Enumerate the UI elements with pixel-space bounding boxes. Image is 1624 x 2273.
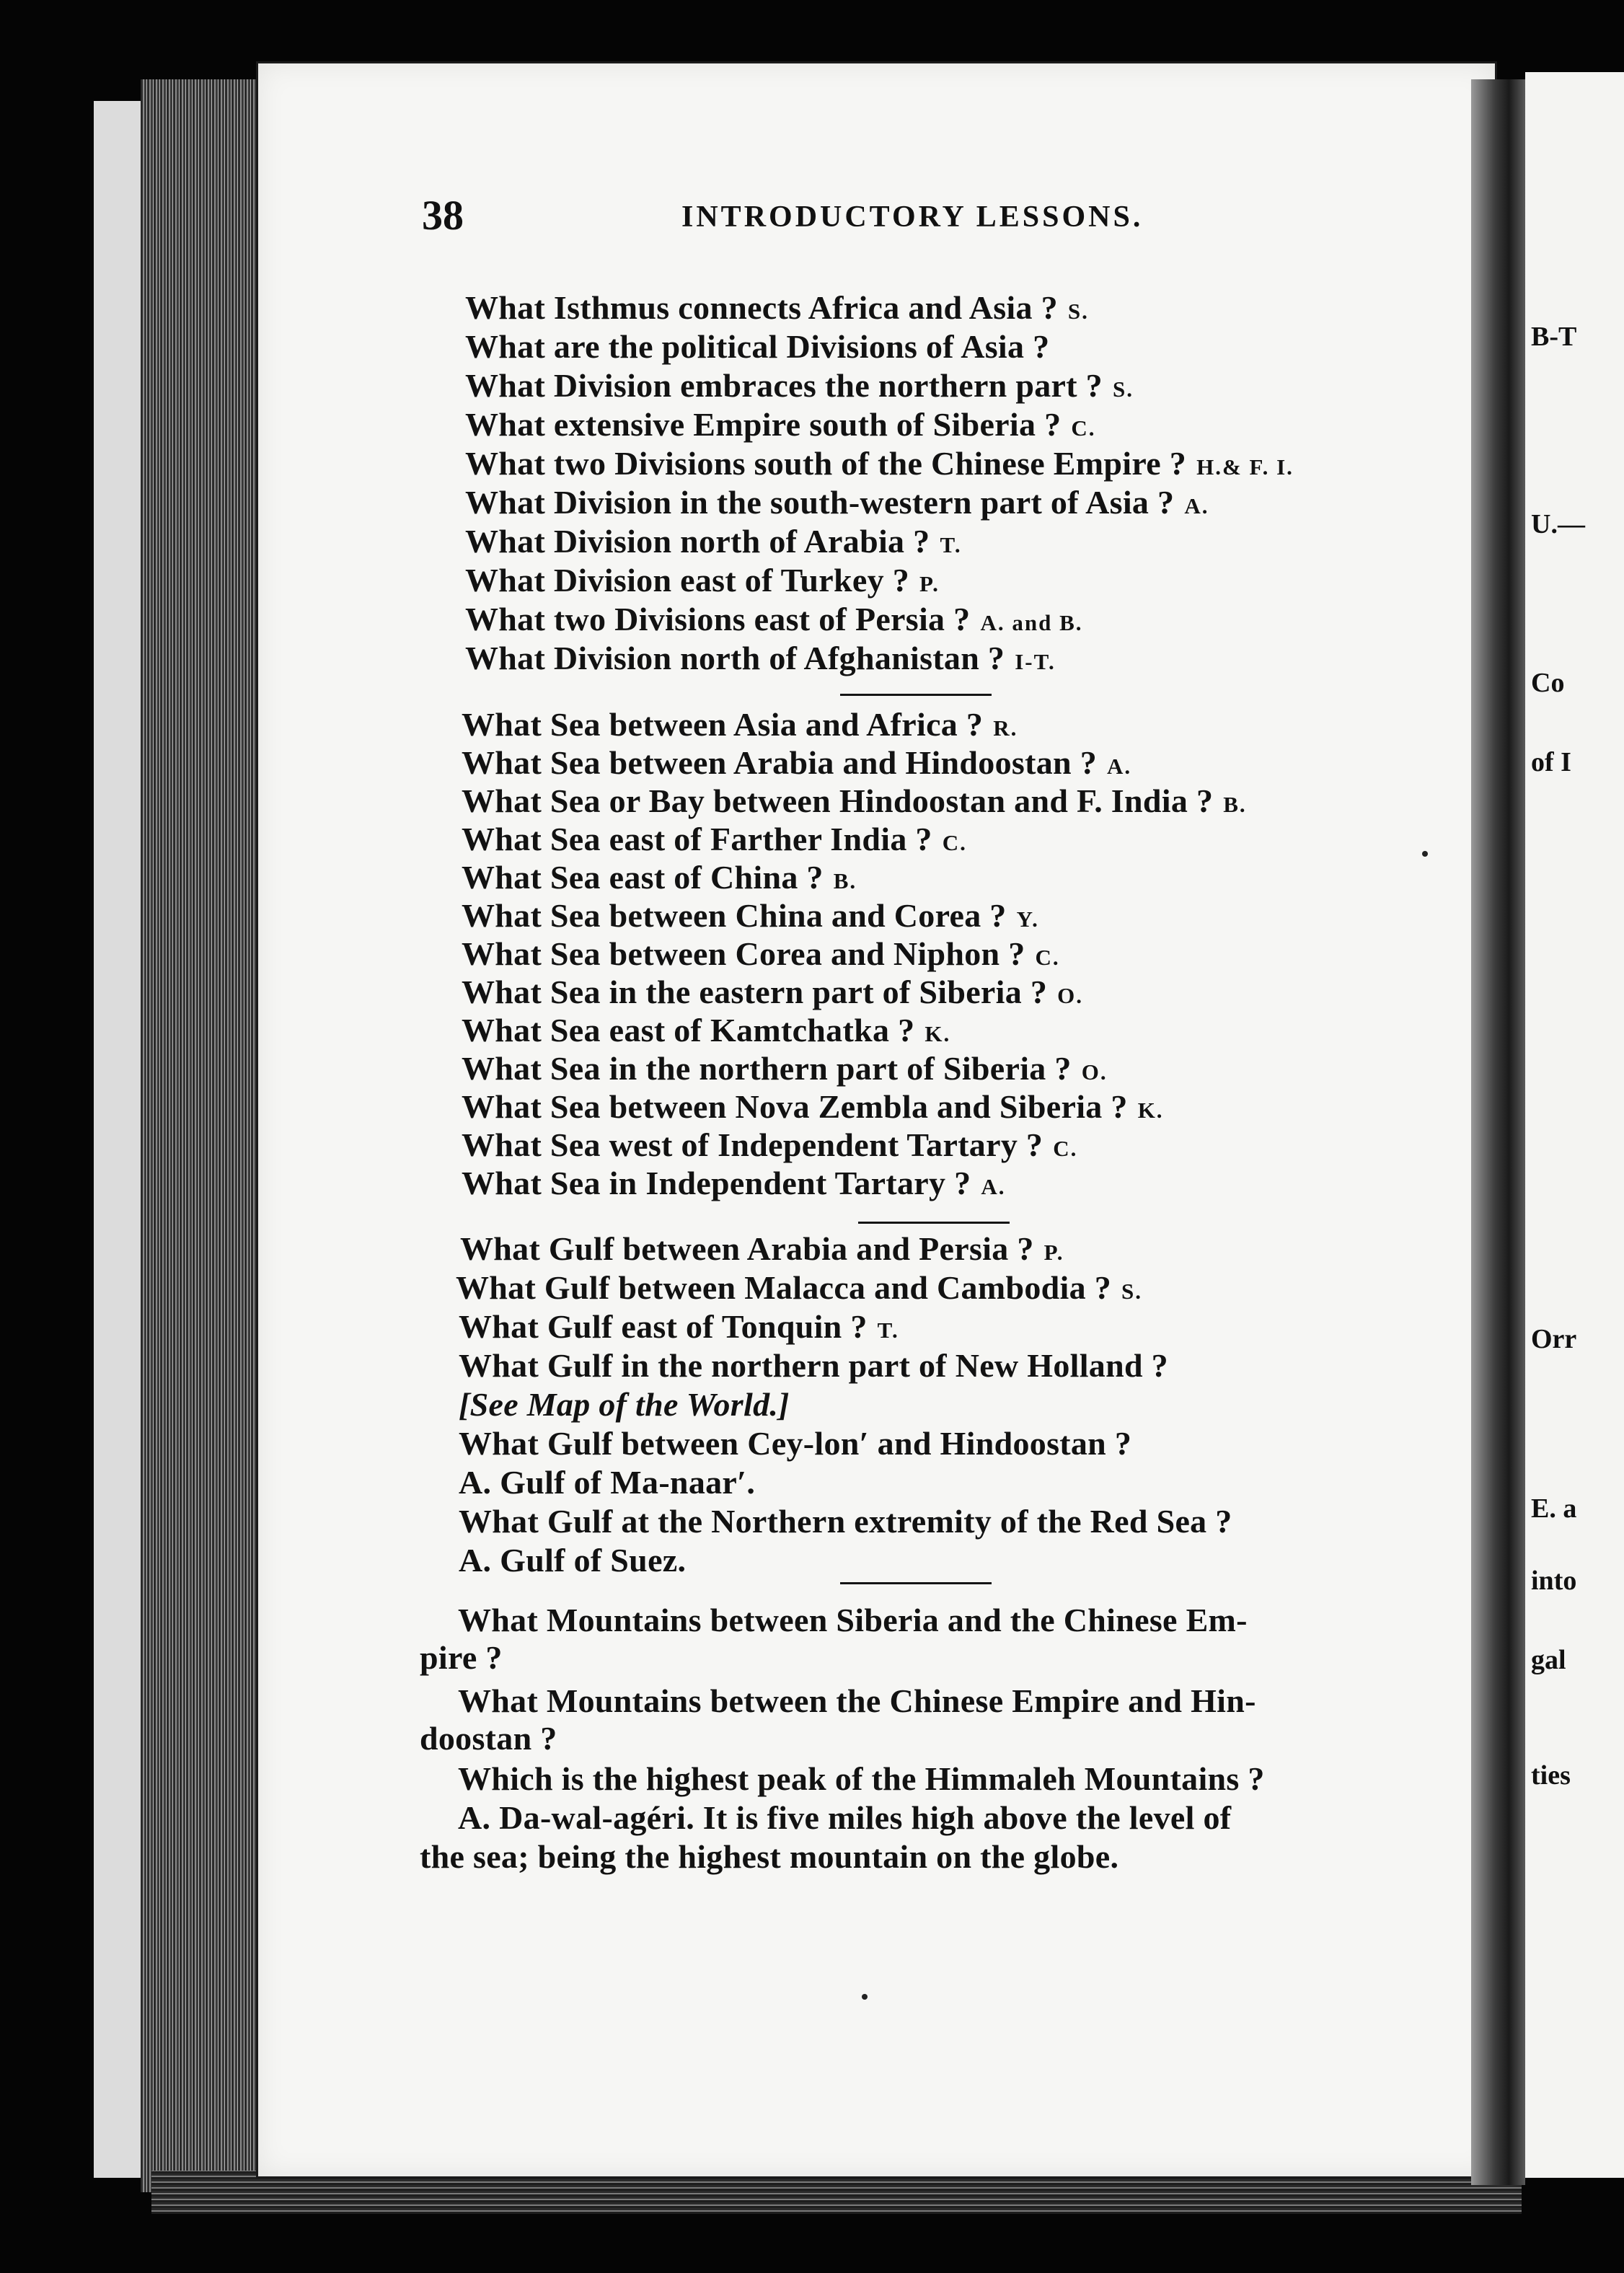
facing-fragment: Orr: [1531, 1324, 1577, 1354]
page-edges: [141, 79, 262, 2192]
answer-hint: A. and B.: [980, 610, 1083, 635]
answer-hint: O.: [1057, 983, 1084, 1008]
question-line: What Gulf between Cey-lon′ and Hindoostan ?: [459, 1425, 1132, 1462]
facing-fragment: E. a: [1531, 1493, 1577, 1524]
question-line: doostan ?: [420, 1720, 557, 1757]
question-line: What Division north of Afghanistan ? I-T.: [465, 640, 1056, 676]
question-line: What Sea between Corea and Niphon ? C.: [462, 935, 1060, 972]
answer-hint: A.: [981, 1174, 1006, 1199]
question-line: What are the political Divisions of Asia ?: [465, 328, 1050, 365]
page-header: [422, 191, 1446, 242]
answer-line: A. Da-wal-agéri. It is five miles high above the level of: [458, 1799, 1232, 1836]
facing-fragment: U.—: [1531, 509, 1585, 539]
answer-hint: R.: [993, 715, 1018, 741]
running-head: INTRODUCTORY LESSONS.: [681, 200, 1144, 234]
answer-hint: T.: [877, 1318, 899, 1343]
answer-hint: I-T.: [1015, 649, 1056, 674]
background-strip: [94, 101, 144, 2178]
question-line: What Sea in the eastern part of Siberia ? O.: [462, 974, 1084, 1010]
question-line: What Sea in the northern part of Siberia ? O.: [462, 1050, 1108, 1087]
answer-hint: C.: [942, 830, 967, 855]
facing-fragment: gal: [1531, 1645, 1566, 1675]
facing-fragment: Co: [1531, 668, 1565, 698]
answer-hint: S.: [1112, 376, 1134, 402]
answer-hint: K.: [924, 1021, 951, 1046]
answer-hint: O.: [1081, 1059, 1108, 1085]
section-divider: [840, 1582, 992, 1584]
facing-fragment: into: [1531, 1566, 1577, 1596]
page-number: 38: [422, 192, 464, 239]
answer-hint: A.: [1184, 493, 1209, 518]
answer-line: A. Gulf of Ma-naar′.: [459, 1464, 756, 1501]
question-line: What Sea between Nova Zembla and Siberia ? K.: [462, 1088, 1164, 1125]
question-line: What Sea east of China ? B.: [462, 859, 857, 896]
answer-hint: S.: [1121, 1279, 1142, 1304]
question-line: What Gulf at the Northern extremity of the Red Sea ?: [459, 1503, 1232, 1540]
answer-hint: A.: [1107, 754, 1132, 779]
answer-hint: C.: [1035, 945, 1060, 970]
question-line: What two Divisions east of Persia ? A. and B.: [465, 601, 1083, 637]
answer-hint: B.: [833, 868, 857, 893]
answer-hint: C.: [1071, 415, 1096, 441]
question-line: What extensive Empire south of Siberia ? C.: [465, 406, 1096, 443]
question-line: What Sea between Asia and Africa ? R.: [462, 706, 1018, 743]
question-line: What Division north of Arabia ? T.: [465, 523, 962, 560]
question-line: What Sea or Bay between Hindoostan and F. India ? B.: [462, 782, 1247, 819]
question-line: What Gulf in the northern part of New Holland ?: [459, 1347, 1168, 1384]
answer-hint: Y.: [1016, 906, 1039, 932]
facing-page: [1525, 72, 1624, 2178]
answer-line: A. Gulf of Suez.: [459, 1542, 687, 1579]
question-line: pire ?: [420, 1639, 503, 1676]
answer-line: the sea; being the highest mountain on the globe.: [420, 1838, 1119, 1875]
ink-speck: [1422, 851, 1428, 857]
question-line: What Sea west of Independent Tartary ? C.: [462, 1126, 1078, 1163]
answer-hint: S.: [1067, 299, 1089, 324]
answer-hint: H.& F. I.: [1196, 454, 1294, 480]
answer-hint: T.: [940, 532, 962, 557]
question-line: What Sea in Independent Tartary ? A.: [462, 1165, 1006, 1201]
ink-speck: [862, 1994, 868, 2000]
answer-hint: P.: [1043, 1240, 1064, 1265]
question-line: What Division in the south-western part of Asia ? A.: [465, 484, 1209, 521]
facing-fragment: of I: [1531, 747, 1571, 777]
question-line: What Division east of Turkey ? P.: [465, 562, 940, 599]
question-line: What Gulf east of Tonquin ? T.: [459, 1308, 899, 1345]
question-line: What Sea east of Kamtchatka ? K.: [462, 1012, 951, 1049]
question-line: What Gulf between Arabia and Persia ? P.: [460, 1230, 1064, 1267]
section-divider: [858, 1222, 1010, 1224]
question-line: Which is the highest peak of the Himmaleh Mountains ?: [458, 1760, 1265, 1797]
answer-hint: K.: [1137, 1098, 1164, 1123]
answer-hint: B.: [1223, 792, 1247, 817]
facing-fragment: B-T: [1531, 322, 1577, 352]
answer-hint: C.: [1053, 1136, 1078, 1161]
question-line: What Sea east of Farther India ? C.: [462, 821, 967, 857]
section-divider: [840, 694, 992, 696]
question-line: What Division embraces the northern part ? S.: [465, 367, 1134, 404]
question-line: What Sea between China and Corea ? Y.: [462, 897, 1039, 934]
map-reference-note: [See Map of the World.]: [459, 1386, 790, 1423]
question-line: What Sea between Arabia and Hindoostan ? A.: [462, 744, 1132, 781]
question-line: What Mountains between Siberia and the Chinese Em-: [458, 1602, 1248, 1638]
facing-fragment: ties: [1531, 1760, 1571, 1791]
question-line: What two Divisions south of the Chinese Empire ? H.& F. I.: [465, 445, 1294, 482]
question-line: What Mountains between the Chinese Empire and Hin-: [458, 1682, 1256, 1719]
answer-hint: P.: [919, 571, 940, 596]
question-line: What Isthmus connects Africa and Asia ? S.: [465, 289, 1089, 326]
question-line: What Gulf between Malacca and Cambodia ? S.: [456, 1269, 1142, 1306]
book-gutter: [1471, 79, 1525, 2185]
